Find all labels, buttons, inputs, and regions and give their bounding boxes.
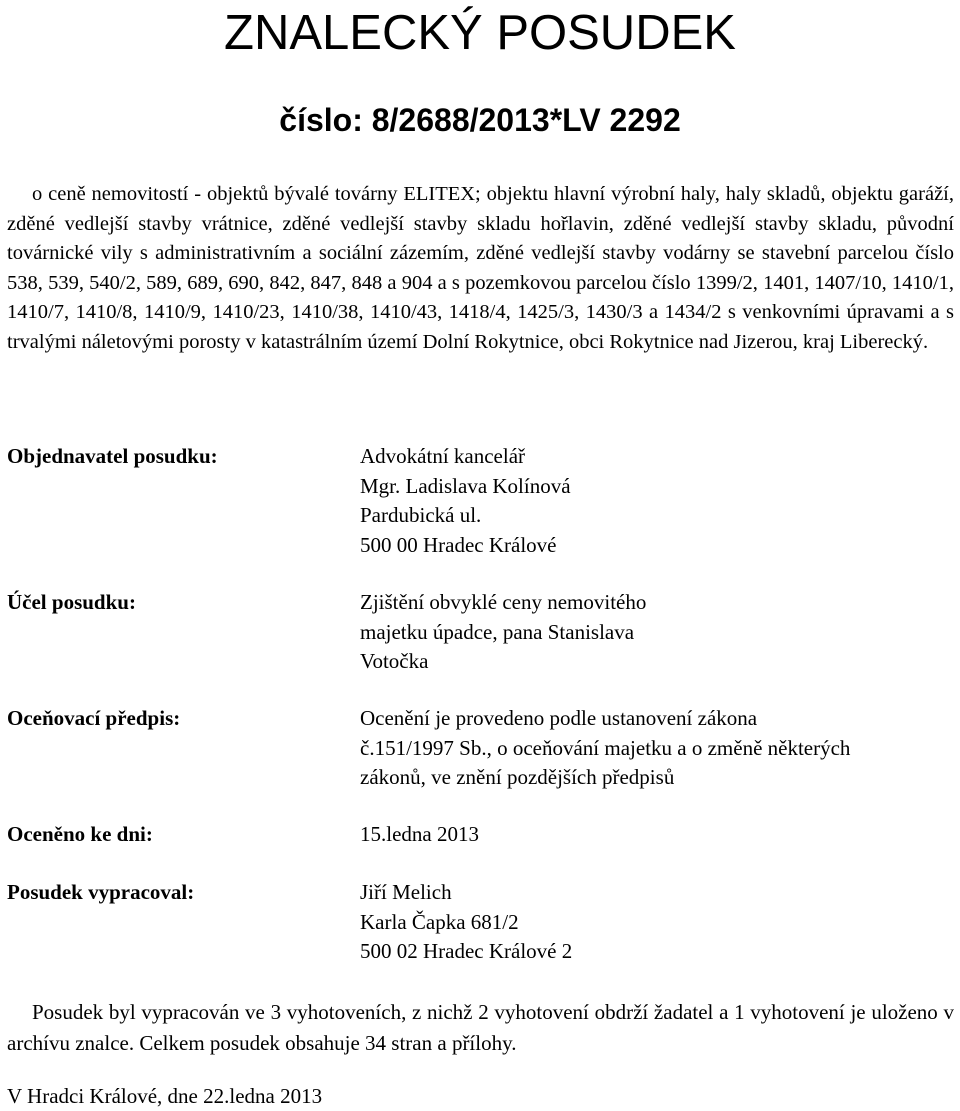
purpose-line: Votočka bbox=[360, 649, 429, 673]
copies-note: Posudek byl vypracován ve 3 vyhotoveních, z nichž 2 vyhotovení obdrží žadatel a 1 vyhotovení je uloženo v archívu znalce. Celkem posudek obsahuje 34 stran a přílohy. bbox=[7, 1000, 954, 1055]
subject-description: o ceně nemovitostí - objektů bývalé továrny ELITEX; objektu hlavní výrobní haly, haly skladů, objektu garáží, zděné vedlejší stavby vrátnice, zděné vedlejší stavby skladu hořlavin, zděné vedlejší stavby skladu, původní továrnické vily s administrativním a sociální zázemím, zděné vedlejší stavby vodárny se stavební parcelou číslo 538, 539, 540/2, 589, 689, 690, 842, 847, 848 a 904 a s pozemkovou parcelou číslo 1399/2, 1401, 1407/10, 1410/1, 1410/7, 1410/8, 1410/9, 1410/23, 1410/38, 1410/43, 1418/4, 1425/3, 1430/3 a 1434/2 s venkovními úpravami a s trvalými náletovými porosty v katastrálním území Dolní Rokytnice, obci Rokytnice nad Jizerou, kraj Liberecký. bbox=[7, 183, 954, 353]
regulation-line: zákonů, ve znění pozdějších předpisů bbox=[360, 765, 675, 789]
regulation-line: Ocenění je provedeno podle ustanovení zákona bbox=[360, 706, 758, 730]
client-line: Pardubická ul. bbox=[360, 503, 482, 527]
author-label: Posudek vypracoval: bbox=[7, 880, 195, 904]
regulation-value bbox=[360, 704, 960, 793]
client-line: Advokátní kancelář bbox=[360, 444, 526, 468]
document-number: číslo: 8/2688/2013*LV 2292 bbox=[279, 102, 681, 138]
client-label: Objednavatel posudku: bbox=[7, 444, 218, 468]
purpose-line: majetku úpadce, pana Stanislava bbox=[360, 619, 635, 644]
regulation-line: č.151/1997 Sb., o oceňování majetku a o změně některých bbox=[360, 735, 851, 760]
author-line: Jiří Melich bbox=[360, 880, 452, 904]
document-title: ZNALECKÝ POSUDEK bbox=[224, 6, 736, 60]
client-line: 500 00 Hradec Králové bbox=[360, 532, 557, 557]
valuation-date-label: Oceněno ke dni: bbox=[7, 822, 153, 846]
purpose-line: Zjištění obvyklé ceny nemovitého bbox=[360, 590, 647, 614]
author-line: 500 02 Hradec Králové 2 bbox=[360, 939, 573, 963]
purpose-value bbox=[360, 588, 960, 677]
client-line: Mgr. Ladislava Kolínová bbox=[360, 473, 571, 498]
place-and-date: V Hradci Králové, dne 22.ledna 2013 bbox=[7, 1084, 323, 1108]
author-line: Karla Čapka 681/2 bbox=[360, 909, 519, 934]
author-value bbox=[360, 878, 960, 967]
client-value bbox=[360, 442, 960, 560]
purpose-label: Účel posudku: bbox=[7, 590, 136, 614]
valuation-date-value: 15.ledna 2013 bbox=[360, 822, 479, 846]
regulation-label: Oceňovací předpis: bbox=[7, 706, 181, 730]
